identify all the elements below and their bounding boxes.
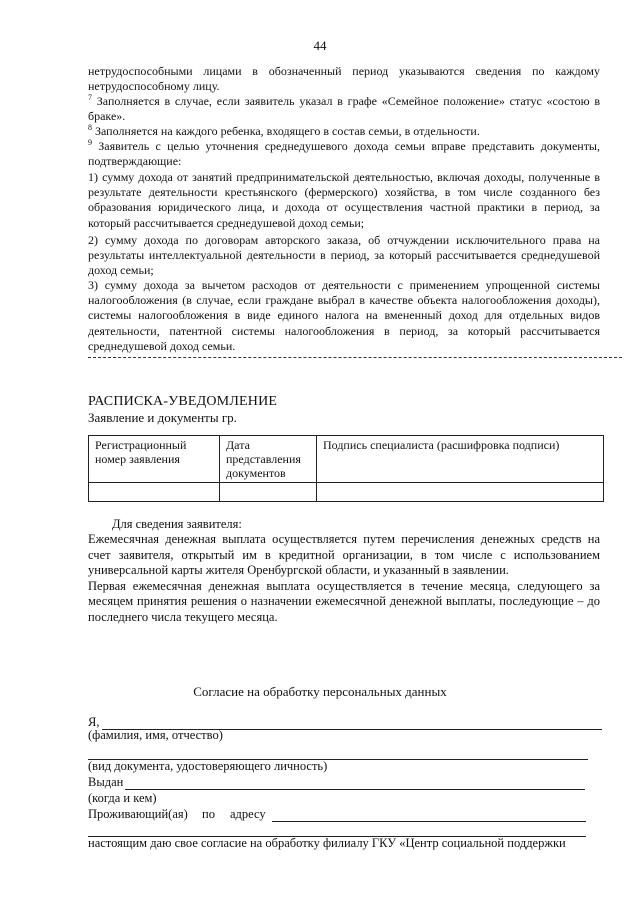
- consent-title: Согласие на обработку персональных данных: [193, 684, 447, 699]
- dashed-separator: [88, 357, 622, 358]
- receipt-title: РАСПИСКА-УВЕДОМЛЕНИЕ: [88, 394, 278, 409]
- issued-label: Выдан: [88, 775, 124, 789]
- fio-caption: (фамилия, имя, отчество): [88, 728, 223, 742]
- info-title: Для сведения заявителя:: [112, 517, 242, 531]
- column-header: Подпись специалиста (расшифровка подписи): [317, 436, 604, 483]
- footnote-text: 3) сумму дохода за вычетом расходов от деятельности с применением упрощенной системы налогообложения (в случае, если граждане выбрал в качестве объекта налогообложения доходы), системы налогообложения в виде единого налога на вмененный доход для отдельных видов деятельности, патентной системы налогообложения в период, за который рассчитывается среднедушевой доход семьи.: [88, 278, 600, 353]
- footnote-marker: 8: [88, 123, 92, 132]
- footnote-text: Заявитель с целью уточнения среднедушевого дохода семьи вправе представить документы, подтверждающие:: [88, 139, 600, 169]
- table-cell[interactable]: [317, 483, 604, 502]
- resides-po: по: [202, 807, 215, 821]
- table-cell[interactable]: [89, 483, 220, 502]
- footnote-text: нетрудоспособными лицами в обозначенный период указываются сведения по каждому нетрудоспособному лицу.: [88, 64, 600, 94]
- receipt-table: [88, 435, 604, 502]
- table-header-row: [89, 436, 604, 483]
- issued-field[interactable]: [125, 789, 585, 790]
- consent-text: настоящим даю свое согласие на обработку филиалу ГКУ «Центр социальной поддержки: [88, 836, 566, 850]
- footnote-8: [88, 124, 600, 139]
- footnote-item-1: [88, 170, 600, 231]
- footnote-item-3: [88, 278, 600, 354]
- page-number: 44: [313, 38, 327, 53]
- column-header: Регистрационный номер заявления: [89, 436, 220, 483]
- issued-caption: (когда и кем): [88, 791, 157, 805]
- resides-address-label: адресу: [230, 807, 266, 821]
- table-cell[interactable]: [220, 483, 317, 502]
- ya-label: Я,: [88, 715, 100, 729]
- footnote-continuation: [88, 64, 600, 94]
- footnote-text: 2) сумму дохода по договорам авторского заказа, об отчуждении исключительного права на результаты интеллектуальной деятельности в период, за который рассчитывается среднедушевой доход семьи;: [88, 233, 600, 278]
- address-field[interactable]: [272, 821, 586, 822]
- footnote-marker: 7: [88, 93, 92, 102]
- column-header: Дата представления документов: [220, 436, 317, 483]
- footnote-text: Заполняется на каждого ребенка, входящего в состав семьи, в отдельности.: [92, 124, 480, 138]
- footnote-text: 1) сумму дохода от занятий предпринимательской деятельностью, включая доходы, полученные в результате деятельности крестьянского (фермерского) хозяйства, в том числе созданного без образования юридического лица, и дохода от осуществления частной практики в период, за который рассчитывается среднедушевой доход семьи;: [88, 170, 600, 230]
- footnote-item-2: [88, 233, 600, 279]
- footnote-text: Заполняется в случае, если заявитель указал в графе «Семейное положение» статус «состою в браке».: [88, 94, 600, 124]
- footnote-7: [88, 94, 600, 124]
- footnote-marker: 9: [88, 138, 92, 147]
- footnote-9: [88, 139, 600, 169]
- info-paragraph: Первая ежемесячная денежная выплата осуществляется в течение месяца, следующего за месяцем принятия решения о назначении ежемесячной денежной выплаты, последующие – до последнего числа текущего месяца.: [88, 578, 600, 624]
- receipt-subtitle: Заявление и документы гр.: [88, 410, 237, 425]
- table-row: [89, 483, 604, 502]
- info-paragraph: Ежемесячная денежная выплата осуществляется путем перечисления денежных средств на счет заявителя, открытый им в кредитной организации, в том числе с использованием универсальной карты жителя Оренбургской области, и указанный в заявлении.: [88, 532, 600, 577]
- document-caption: (вид документа, удостоверяющего личность): [88, 759, 328, 773]
- resides-label: Проживающий(ая): [88, 807, 188, 821]
- info-body: [88, 532, 600, 625]
